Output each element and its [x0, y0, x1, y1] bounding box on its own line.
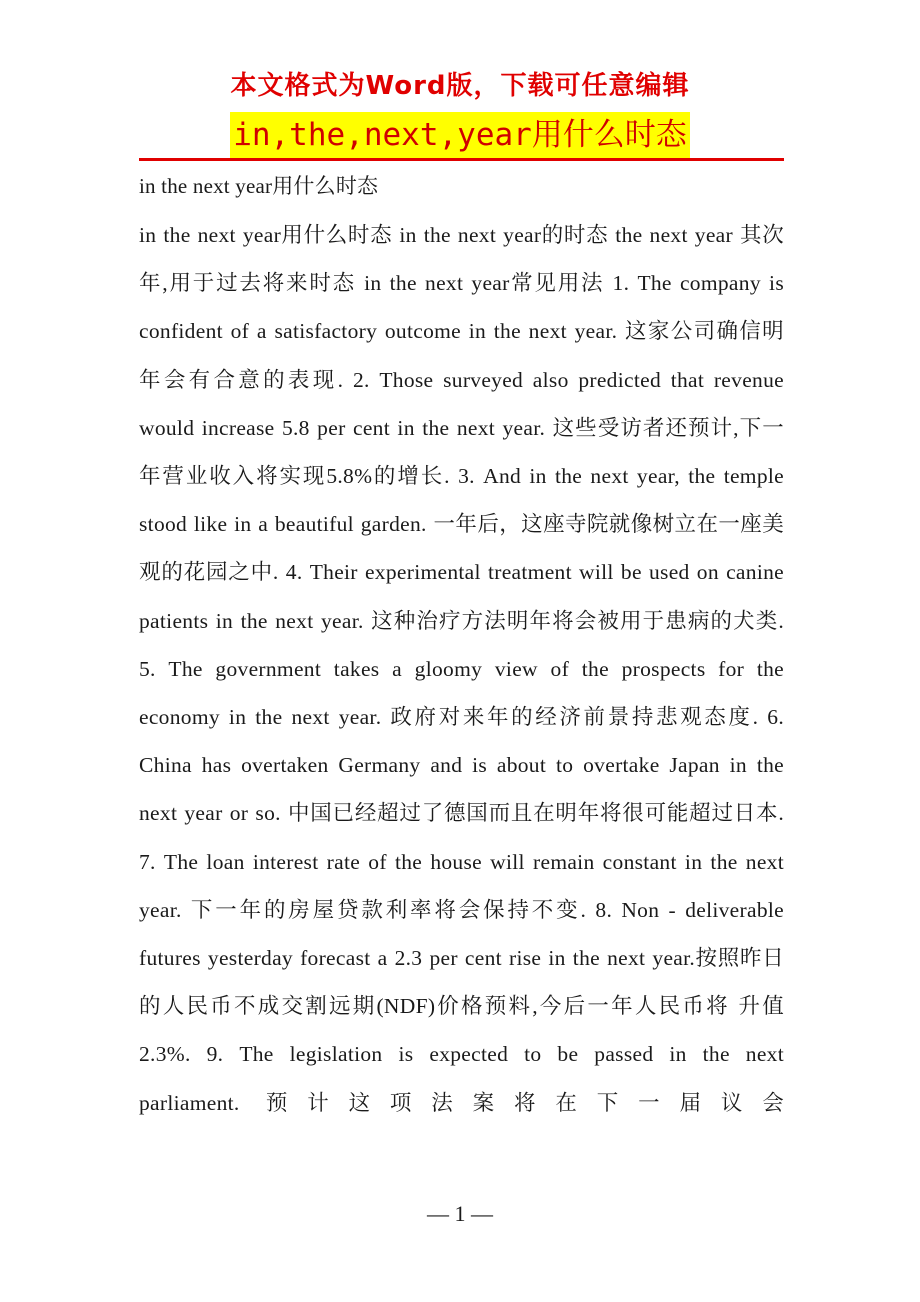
page-number: — 1 — — [427, 1201, 493, 1226]
document-title: in,the,next,year用什么时态 — [230, 112, 690, 158]
download-banner: 本文格式为Word版，下载可任意编辑 — [230, 71, 690, 101]
title-divider — [139, 158, 784, 161]
article-heading: in the next year用什么时态 — [139, 174, 379, 198]
article-body: in the next year用什么时态 in the next year的时态 the next year 其次年,用于过去将来时态 in the next year常见用法 1. The company is confident of a satisfactory outcome in the next year. 这家公司确信明年会有合意的表现. 2. Those surveyed also predicted that revenue would increase 5.8 per cent in the next year. 这些受访者还预计,下一年营业收入将实现5.8%的增长. 3. And in the next year, the temple stood like in a beautiful garden. 一年后，这座寺院就像树立在一座美观的花园之中. 4. Their experimental treatment will be used on canine patients in the next year. 这种治疗方法明年将会被用于患病的犬类. 5. The government takes a gloomy view of the prospects for the economy in the next year. 政府对来年的经济前景持悲观态度. 6. China has overtaken Germany and is about to overtake Japan in the next year or so. 中国已经超过了德国而且在明年将很可能超过日本. 7. The loan interest rate of the house will remain constant in the next year. 下一年的房屋贷款利率将会保持不变. 8. Non - deliverable futures yesterday forecast a 2.3 per cent rise in the next year.按照昨日的人民币不成交割远期(NDF)价格预料,今后一年人民币将 升值2.3%. 9. The legislation is expected to be passed in the next parliament. 预计这项法案将在下一届议会 — [139, 223, 784, 1115]
title-container — [0, 112, 920, 158]
